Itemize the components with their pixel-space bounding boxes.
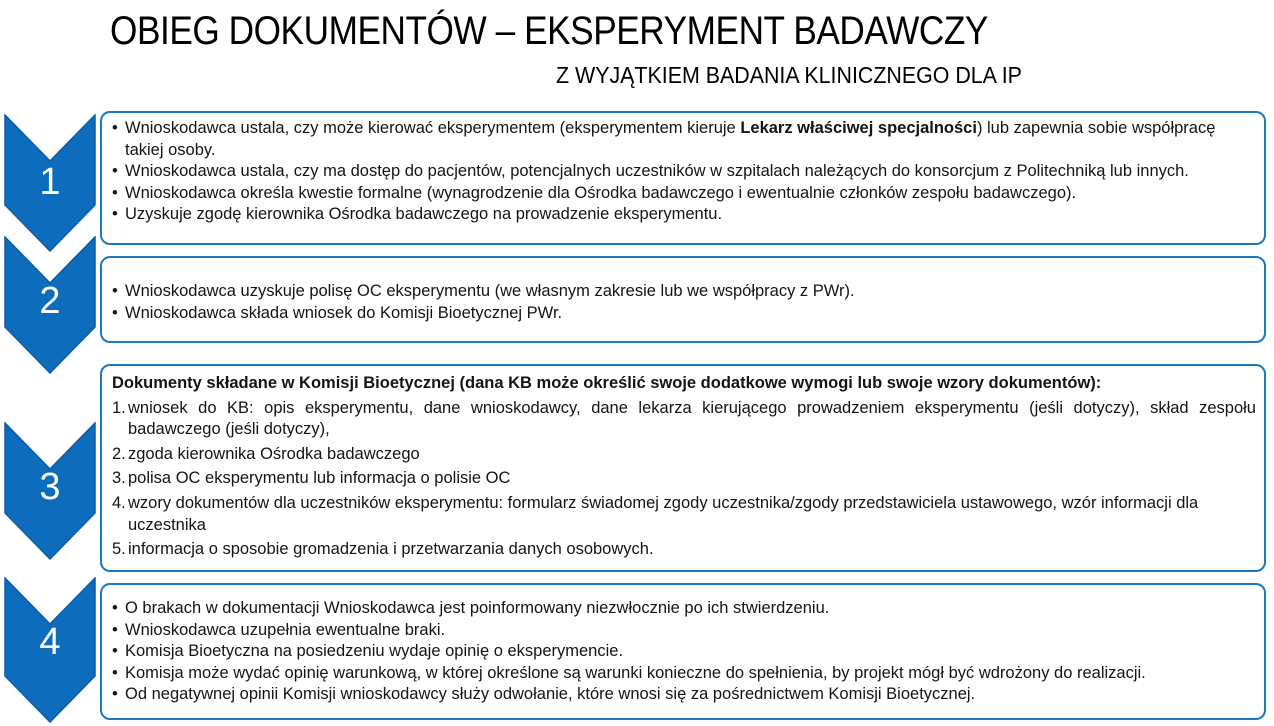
box-heading: Dokumenty składane w Komisji Bioetycznej (dana KB może określić swoje dodatkowe wymogi lub swoje wzory dokumentów): <box>112 374 1102 392</box>
page-title: OBIEG DOKUMENTÓW – EKSPERYMENT BADAWCZY <box>110 9 988 53</box>
item-text: wniosek do KB: opis eksperymentu, dane wnioskodawcy, dane lekarza kierującego prowadzeniem eksperymentu (jeśli dotyczy), skład zespołu badawczego (jeśli dotyczy), <box>128 398 1256 439</box>
numbered-item <box>112 444 1256 466</box>
step-4-chevron <box>4 577 96 723</box>
item-number: 2. <box>112 444 126 463</box>
list-item <box>112 303 1256 325</box>
item-number: 5. <box>112 540 126 559</box>
item-text: informacja o sposobie gromadzenia i przetwarzania danych osobowych. <box>128 540 654 559</box>
list-item <box>112 641 1256 663</box>
numbered-item <box>112 493 1256 536</box>
step-1-chevron <box>4 114 96 252</box>
list-item <box>112 118 1256 161</box>
step-3-chevron <box>4 422 96 560</box>
list-item <box>112 684 1256 706</box>
item-text: Wnioskodawca uzyskuje polisę OC eksperymentu (we własnym zakresie lub we współpracy z PWr). <box>125 282 855 300</box>
step-1-list <box>112 118 1256 226</box>
item-text: Wnioskodawca składa wniosek do Komisji Bioetycznej PWr. <box>125 303 563 322</box>
item-text: Wnioskodawca określa kwestie formalne (wynagrodzenie dla Ośrodka badawczego i ewentualnie członków zespołu badawczego). <box>125 183 1077 202</box>
step-4-list <box>112 598 1256 706</box>
step-4-box <box>100 583 1266 720</box>
step-1-box <box>100 111 1266 245</box>
item-text-bold: Lekarz właściwej specjalności <box>740 119 977 137</box>
list-item <box>112 183 1256 205</box>
numbered-item <box>112 398 1256 441</box>
item-text: Uzyskuje zgodę kierownika Ośrodka badawczego na prowadzenie eksperymentu. <box>125 205 723 224</box>
page-subtitle: Z WYJĄTKIEM BADANIA KLINICZNEGO DLA IP <box>556 62 1022 88</box>
item-text: Wnioskodawca ustala, czy ma dostęp do pacjentów, potencjalnych uczestników w szpitalach należących do konsorcjum z Politechniką lub innych. <box>125 162 1189 181</box>
item-text: zgoda kierownika Ośrodka badawczego <box>128 444 420 463</box>
item-text: Komisja może wydać opinię warunkową, w której określone są warunki konieczne do spełnienia, by projekt mógł być wdrożony do realizacji. <box>125 663 1146 682</box>
numbered-item <box>112 468 1256 490</box>
step-number: 2 <box>39 280 61 322</box>
step-2-chevron <box>4 236 96 374</box>
item-text: polisa OC eksperymentu lub informacja o polisie OC <box>128 469 511 488</box>
list-item <box>112 281 1256 303</box>
list-item <box>112 598 1256 620</box>
list-item <box>112 620 1256 642</box>
step-number: 3 <box>39 466 61 508</box>
item-text: O brakach w dokumentacji Wnioskodawca jest poinformowany niezwłocznie po ich stwierdzeniu. <box>125 599 830 617</box>
item-text: ) lub zapewnia sobie współpracę takiej osoby. <box>125 119 1216 159</box>
item-text: Wnioskodawca uzupełnia ewentualne braki. <box>125 620 446 639</box>
list-item <box>112 161 1256 183</box>
step-number: 4 <box>39 621 61 663</box>
item-text: Wnioskodawca ustala, czy może kierować eksperymentem (eksperymentem kieruje <box>125 119 741 137</box>
step-2-box <box>100 256 1266 343</box>
item-number: 1. <box>112 398 126 417</box>
item-text: Od negatywnej opinii Komisji wnioskodawcy służy odwołanie, które wnosi się za pośrednictwem Komisji Bioetycznej. <box>125 685 976 704</box>
list-item <box>112 204 1256 226</box>
numbered-item <box>112 539 1256 561</box>
item-number: 4. <box>112 493 126 512</box>
step-number: 1 <box>39 161 61 203</box>
item-text: Komisja Bioetyczna na posiedzeniu wydaje opinię o eksperymencie. <box>125 642 624 661</box>
item-text: wzory dokumentów dla uczestników eksperymentu: formularz świadomej zgody uczestnika/zgody przedstawiciela ustawowego, wzór informacji dla uczestnika <box>128 493 1199 534</box>
step-2-list <box>112 281 1256 324</box>
step-3-box <box>100 364 1266 572</box>
list-item <box>112 663 1256 685</box>
item-number: 3. <box>112 469 126 488</box>
